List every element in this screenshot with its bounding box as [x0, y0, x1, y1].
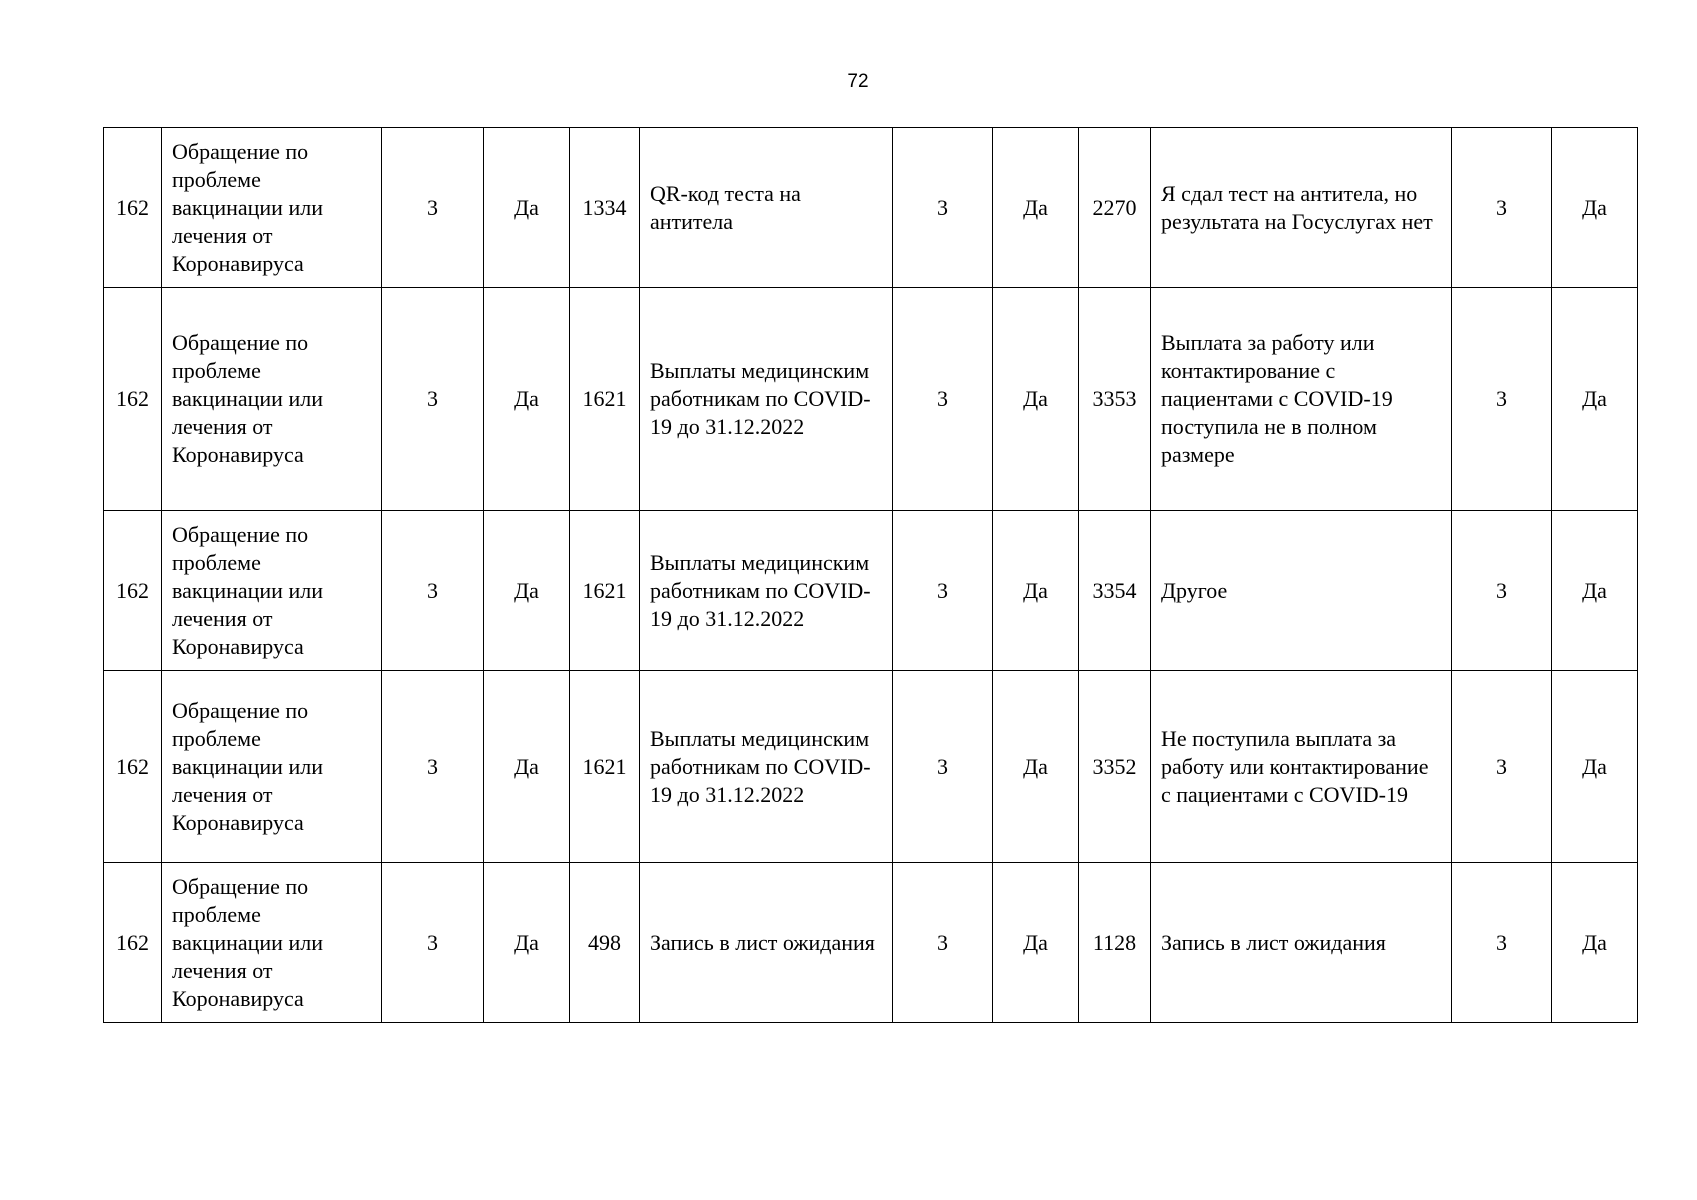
topic-id-cell: 3354: [1079, 511, 1151, 671]
category-name-cell: Обращение по проблеме вакцинации или лечения от Коронавируса: [162, 288, 382, 511]
topic-id-cell: 3353: [1079, 288, 1151, 511]
subcategory-flag-cell: Да: [993, 863, 1079, 1023]
topic-level-cell: 3: [1452, 511, 1552, 671]
category-flag-cell: Да: [484, 671, 570, 863]
subcategory-id-cell: 1621: [570, 671, 640, 863]
topic-level-cell: 3: [1452, 671, 1552, 863]
category-flag-cell: Да: [484, 511, 570, 671]
topic-name-cell: Запись в лист ожидания: [1151, 863, 1452, 1023]
topic-name-cell: Выплата за работу или контактирование с пациентами с COVID-19 поступила не в полном размере: [1151, 288, 1452, 511]
page-number: 72: [847, 71, 869, 92]
subcategory-id-cell: 1621: [570, 288, 640, 511]
category-level-cell: 3: [382, 128, 484, 288]
subcategory-id-cell: 498: [570, 863, 640, 1023]
topic-flag-cell: Да: [1552, 671, 1638, 863]
category-flag-cell: Да: [484, 288, 570, 511]
topic-flag-cell: Да: [1552, 511, 1638, 671]
category-name-cell: Обращение по проблеме вакцинации или лечения от Коронавируса: [162, 511, 382, 671]
table-row: [104, 288, 1638, 511]
table-row: [104, 863, 1638, 1023]
topic-id-cell: 2270: [1079, 128, 1151, 288]
table-row: [104, 128, 1638, 288]
subcategory-name-cell: Запись в лист ожидания: [640, 863, 893, 1023]
category-flag-cell: Да: [484, 863, 570, 1023]
topic-name-cell: Не поступила выплата за работу или контактирование с пациентами с COVID-19: [1151, 671, 1452, 863]
subcategory-flag-cell: Да: [993, 128, 1079, 288]
subcategory-level-cell: 3: [893, 511, 993, 671]
topic-id-cell: 1128: [1079, 863, 1151, 1023]
subcategory-level-cell: 3: [893, 671, 993, 863]
topic-name-cell: Я сдал тест на антитела, но результата на Госуслугах нет: [1151, 128, 1452, 288]
category-flag-cell: Да: [484, 128, 570, 288]
topic-level-cell: 3: [1452, 863, 1552, 1023]
category-level-cell: 3: [382, 511, 484, 671]
category-id-cell: 162: [104, 288, 162, 511]
category-id-cell: 162: [104, 128, 162, 288]
subcategory-id-cell: 1621: [570, 511, 640, 671]
table-row: [104, 671, 1638, 863]
subcategory-id-cell: 1334: [570, 128, 640, 288]
subcategory-name-cell: Выплаты медицинским работникам по COVID-19 до 31.12.2022: [640, 671, 893, 863]
category-level-cell: 3: [382, 863, 484, 1023]
category-name-cell: Обращение по проблеме вакцинации или лечения от Коронавируса: [162, 671, 382, 863]
subcategory-flag-cell: Да: [993, 511, 1079, 671]
data-table: [103, 127, 1638, 1023]
subcategory-level-cell: 3: [893, 863, 993, 1023]
topic-level-cell: 3: [1452, 288, 1552, 511]
subcategory-level-cell: 3: [893, 288, 993, 511]
category-name-cell: Обращение по проблеме вакцинации или лечения от Коронавируса: [162, 863, 382, 1023]
category-level-cell: 3: [382, 288, 484, 511]
subcategory-name-cell: QR-код теста на антитела: [640, 128, 893, 288]
subcategory-flag-cell: Да: [993, 288, 1079, 511]
topic-flag-cell: Да: [1552, 128, 1638, 288]
table-row: [104, 511, 1638, 671]
topic-level-cell: 3: [1452, 128, 1552, 288]
category-id-cell: 162: [104, 511, 162, 671]
category-name-cell: Обращение по проблеме вакцинации или лечения от Коронавируса: [162, 128, 382, 288]
subcategory-level-cell: 3: [893, 128, 993, 288]
topic-flag-cell: Да: [1552, 863, 1638, 1023]
subcategory-flag-cell: Да: [993, 671, 1079, 863]
category-id-cell: 162: [104, 671, 162, 863]
category-id-cell: 162: [104, 863, 162, 1023]
subcategory-name-cell: Выплаты медицинским работникам по COVID-19 до 31.12.2022: [640, 511, 893, 671]
topic-name-cell: Другое: [1151, 511, 1452, 671]
topic-flag-cell: Да: [1552, 288, 1638, 511]
category-level-cell: 3: [382, 671, 484, 863]
subcategory-name-cell: Выплаты медицинским работникам по COVID-19 до 31.12.2022: [640, 288, 893, 511]
topic-id-cell: 3352: [1079, 671, 1151, 863]
